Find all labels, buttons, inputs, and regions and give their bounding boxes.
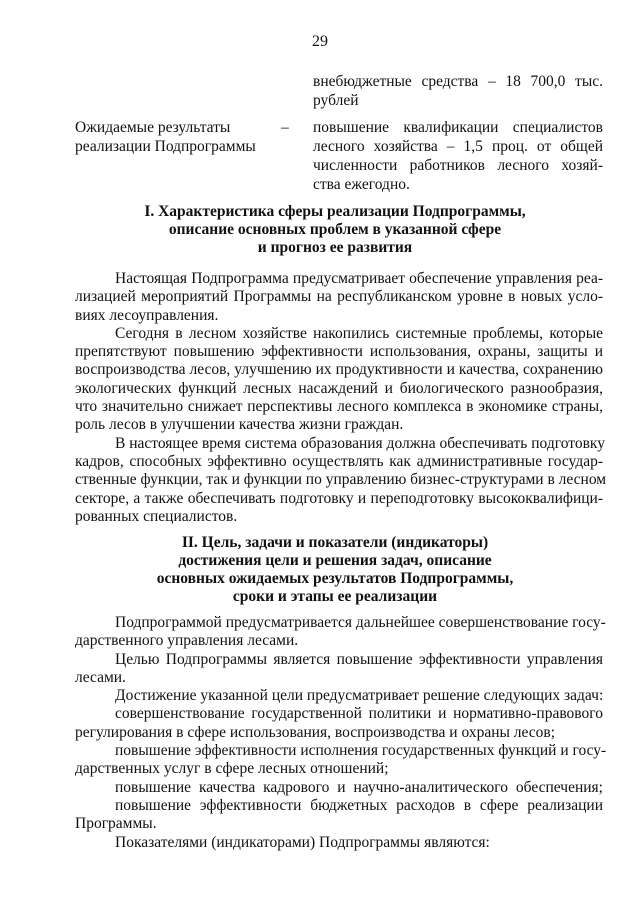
table-cell-line: численности работников лесного хозяй-	[313, 157, 603, 174]
table-row-funding-value	[313, 72, 603, 110]
table-cell-line: внебюджетные средства – 18 700,0 тыс.	[313, 73, 603, 90]
table-row-results-value	[313, 118, 603, 194]
paragraph-line: повышение эффективности исполнения государственных функций и госу-	[115, 742, 607, 760]
paragraph-line: Программы.	[75, 815, 157, 833]
paragraph-line: Целью Подпрограммы является повышение эффективности управления	[115, 650, 603, 668]
paragraph-line: препятствуют повышению эффективности использования, охраны, защиты и	[75, 343, 603, 361]
paragraph-line: Подпрограммой предусматривается дальнейшее совершенствование госу-	[115, 614, 606, 631]
table-cell-line: реализации Подпрограммы	[75, 138, 256, 155]
heading-line: основных ожидаемых результатов Подпрограммы,	[156, 570, 514, 587]
paragraph-line: дарственных услуг в сфере лесных отношений;	[75, 760, 389, 778]
paragraph-line: совершенствование государственной политики и нормативно-правового	[115, 705, 603, 723]
paragraph-line: лизацией мероприятий Программы на республиканском уровне в новых усло-	[75, 288, 603, 306]
table-row-results-label	[75, 118, 275, 156]
table-cell-line: повышение квалификации специалистов	[313, 119, 603, 136]
paragraph-line: виях лесоуправления.	[75, 306, 219, 324]
section-2-heading	[70, 534, 600, 606]
section-1-heading	[70, 203, 600, 257]
paragraph-line: воспроизводства лесов, улучшению их продуктивности и качества, сохранению	[75, 361, 603, 379]
paragraph-line: повышение качества кадрового и научно-аналитического обеспечения;	[115, 778, 603, 796]
paragraph-line: секторе, а также обеспечивать подготовку и переподготовку высококвалифици-	[75, 489, 603, 507]
paragraph-line: кадров, способных эффективно осуществлять как административные государ-	[75, 452, 603, 470]
heading-line: достижения цели и решения задач, описание	[178, 552, 492, 569]
paragraph-line: дарственного управления лесами.	[75, 632, 299, 650]
heading-line: I. Характеристика сферы реализации Подпрограммы,	[144, 203, 526, 220]
table-row-results-dash: –	[281, 119, 289, 136]
paragraph-line: Сегодня в лесном хозяйстве накопились системные проблемы, которые	[115, 324, 603, 342]
section-2-body	[75, 614, 607, 852]
table-cell-line: лесного хозяйства – 1,5 проц. от общей	[313, 138, 603, 155]
paragraph-line: В настоящее время система образования должна обеспечивать подготовку	[115, 434, 605, 452]
table-cell-line: ства ежегодно.	[313, 176, 410, 193]
paragraph-line: рованных специалистов.	[75, 507, 238, 525]
paragraph-line: ственные функции, так и функции по управлению бизнес-структурами в лесном	[75, 471, 607, 489]
heading-line: и прогноз ее развития	[257, 239, 413, 256]
paragraph-line: Настоящая Подпрограмма предусматривает обеспечение управления реа-	[115, 270, 603, 287]
paragraph-line: регулирования в сфере использования, воспроизводства и охраны лесов;	[75, 723, 556, 741]
section-1-body	[75, 270, 607, 526]
paragraph-line: Показателями (индикаторами) Подпрограммы являются:	[115, 833, 490, 851]
paragraph-line: повышение эффективности бюджетных расходов в сфере реализации	[115, 796, 603, 814]
paragraph-line: что значительно снижает перспективы лесного комплекса в экономике страны,	[75, 398, 603, 416]
page-number: 29	[312, 33, 328, 50]
paragraph-line: роль лесов в улучшении качества жизни граждан.	[75, 416, 404, 434]
paragraph-line: Достижение указанной цели предусматривает решение следующих задач:	[115, 687, 604, 705]
heading-line: описание основных проблем в указанной сфере	[168, 221, 502, 238]
paragraph-line: лесами.	[75, 668, 126, 686]
table-cell-line: Ожидаемые результаты	[75, 119, 231, 136]
heading-line: II. Цель, задачи и показатели (индикаторы)	[181, 534, 489, 551]
paragraph-line: экологических функций лесных насаждений и биологического разнообразия,	[75, 379, 603, 397]
table-cell-line: рублей	[313, 92, 359, 109]
heading-line: сроки и этапы ее реализации	[232, 588, 438, 605]
